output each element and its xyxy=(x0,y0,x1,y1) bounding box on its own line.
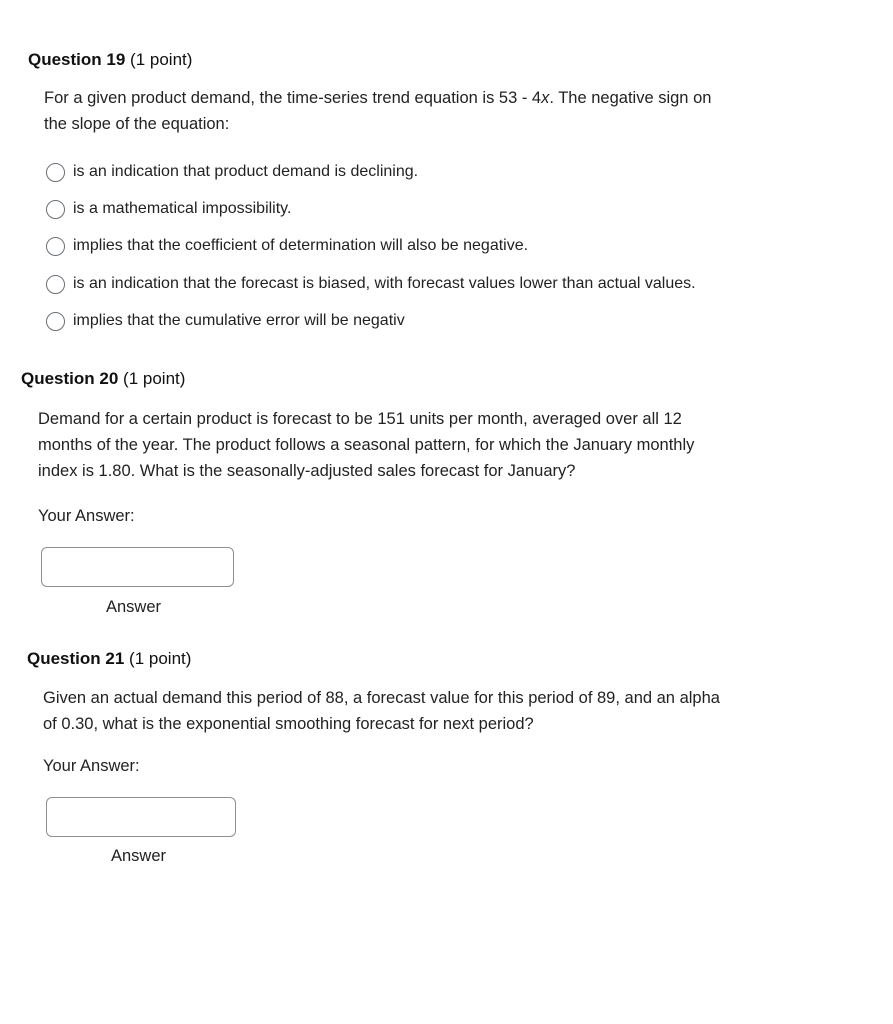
question-points: (1 point) xyxy=(123,369,186,388)
radio-button[interactable] xyxy=(46,237,65,256)
option-label: is an indication that the forecast is biased, with forecast values lower than actual values. xyxy=(73,275,696,292)
question-text-line: months of the year. The product follows a seasonal pattern, for which the January monthly xyxy=(38,436,695,454)
option-biased[interactable] xyxy=(46,272,696,296)
question-text-line: of 0.30, what is the exponential smoothing forecast for next period? xyxy=(43,715,534,733)
answer-input[interactable] xyxy=(46,797,236,837)
question-text-line: index is 1.80. What is the seasonally-adjusted sales forecast for January? xyxy=(38,462,576,480)
question-20-text xyxy=(38,406,858,484)
your-answer-label: Your Answer: xyxy=(38,507,135,525)
option-impossibility[interactable] xyxy=(46,197,291,221)
question-text-line: Demand for a certain product is forecast to be 151 units per month, averaged over all 12 xyxy=(38,410,682,428)
question-21-header xyxy=(27,649,191,669)
question-21-text xyxy=(43,685,863,737)
option-cumulative-error[interactable] xyxy=(46,309,405,333)
question-19-header xyxy=(28,50,192,70)
question-number: Question 20 xyxy=(21,369,119,388)
question-number: Question 19 xyxy=(28,50,126,69)
question-number: Question 21 xyxy=(27,649,125,668)
option-label: implies that the cumulative error will be negativ xyxy=(73,312,405,329)
radio-button[interactable] xyxy=(46,163,65,182)
question-points: (1 point) xyxy=(130,50,193,69)
radio-button[interactable] xyxy=(46,200,65,219)
question-text-line: Given an actual demand this period of 88, a forecast value for this period of 89, and an alpha xyxy=(43,689,720,707)
option-declining[interactable] xyxy=(46,160,418,184)
option-coefficient-negative[interactable] xyxy=(46,234,528,258)
question-points: (1 point) xyxy=(129,649,192,668)
radio-button[interactable] xyxy=(46,312,65,331)
question-text-line: For a given product demand, the time-series trend equation is 53 - 4x. The negative sign on xyxy=(44,89,712,107)
option-label: is an indication that product demand is declining. xyxy=(73,163,419,180)
answer-field-label: Answer xyxy=(111,847,167,865)
option-label: is a mathematical impossibility. xyxy=(73,200,292,217)
radio-button[interactable] xyxy=(46,275,65,294)
question-text-line: the slope of the equation: xyxy=(44,115,230,133)
answer-field-label: Answer xyxy=(106,598,162,616)
option-label: implies that the coefficient of determination will also be negative. xyxy=(73,237,529,254)
question-19-text xyxy=(44,85,844,137)
your-answer-label: Your Answer: xyxy=(43,757,140,775)
answer-input[interactable] xyxy=(41,547,234,587)
question-20-header xyxy=(21,369,185,389)
